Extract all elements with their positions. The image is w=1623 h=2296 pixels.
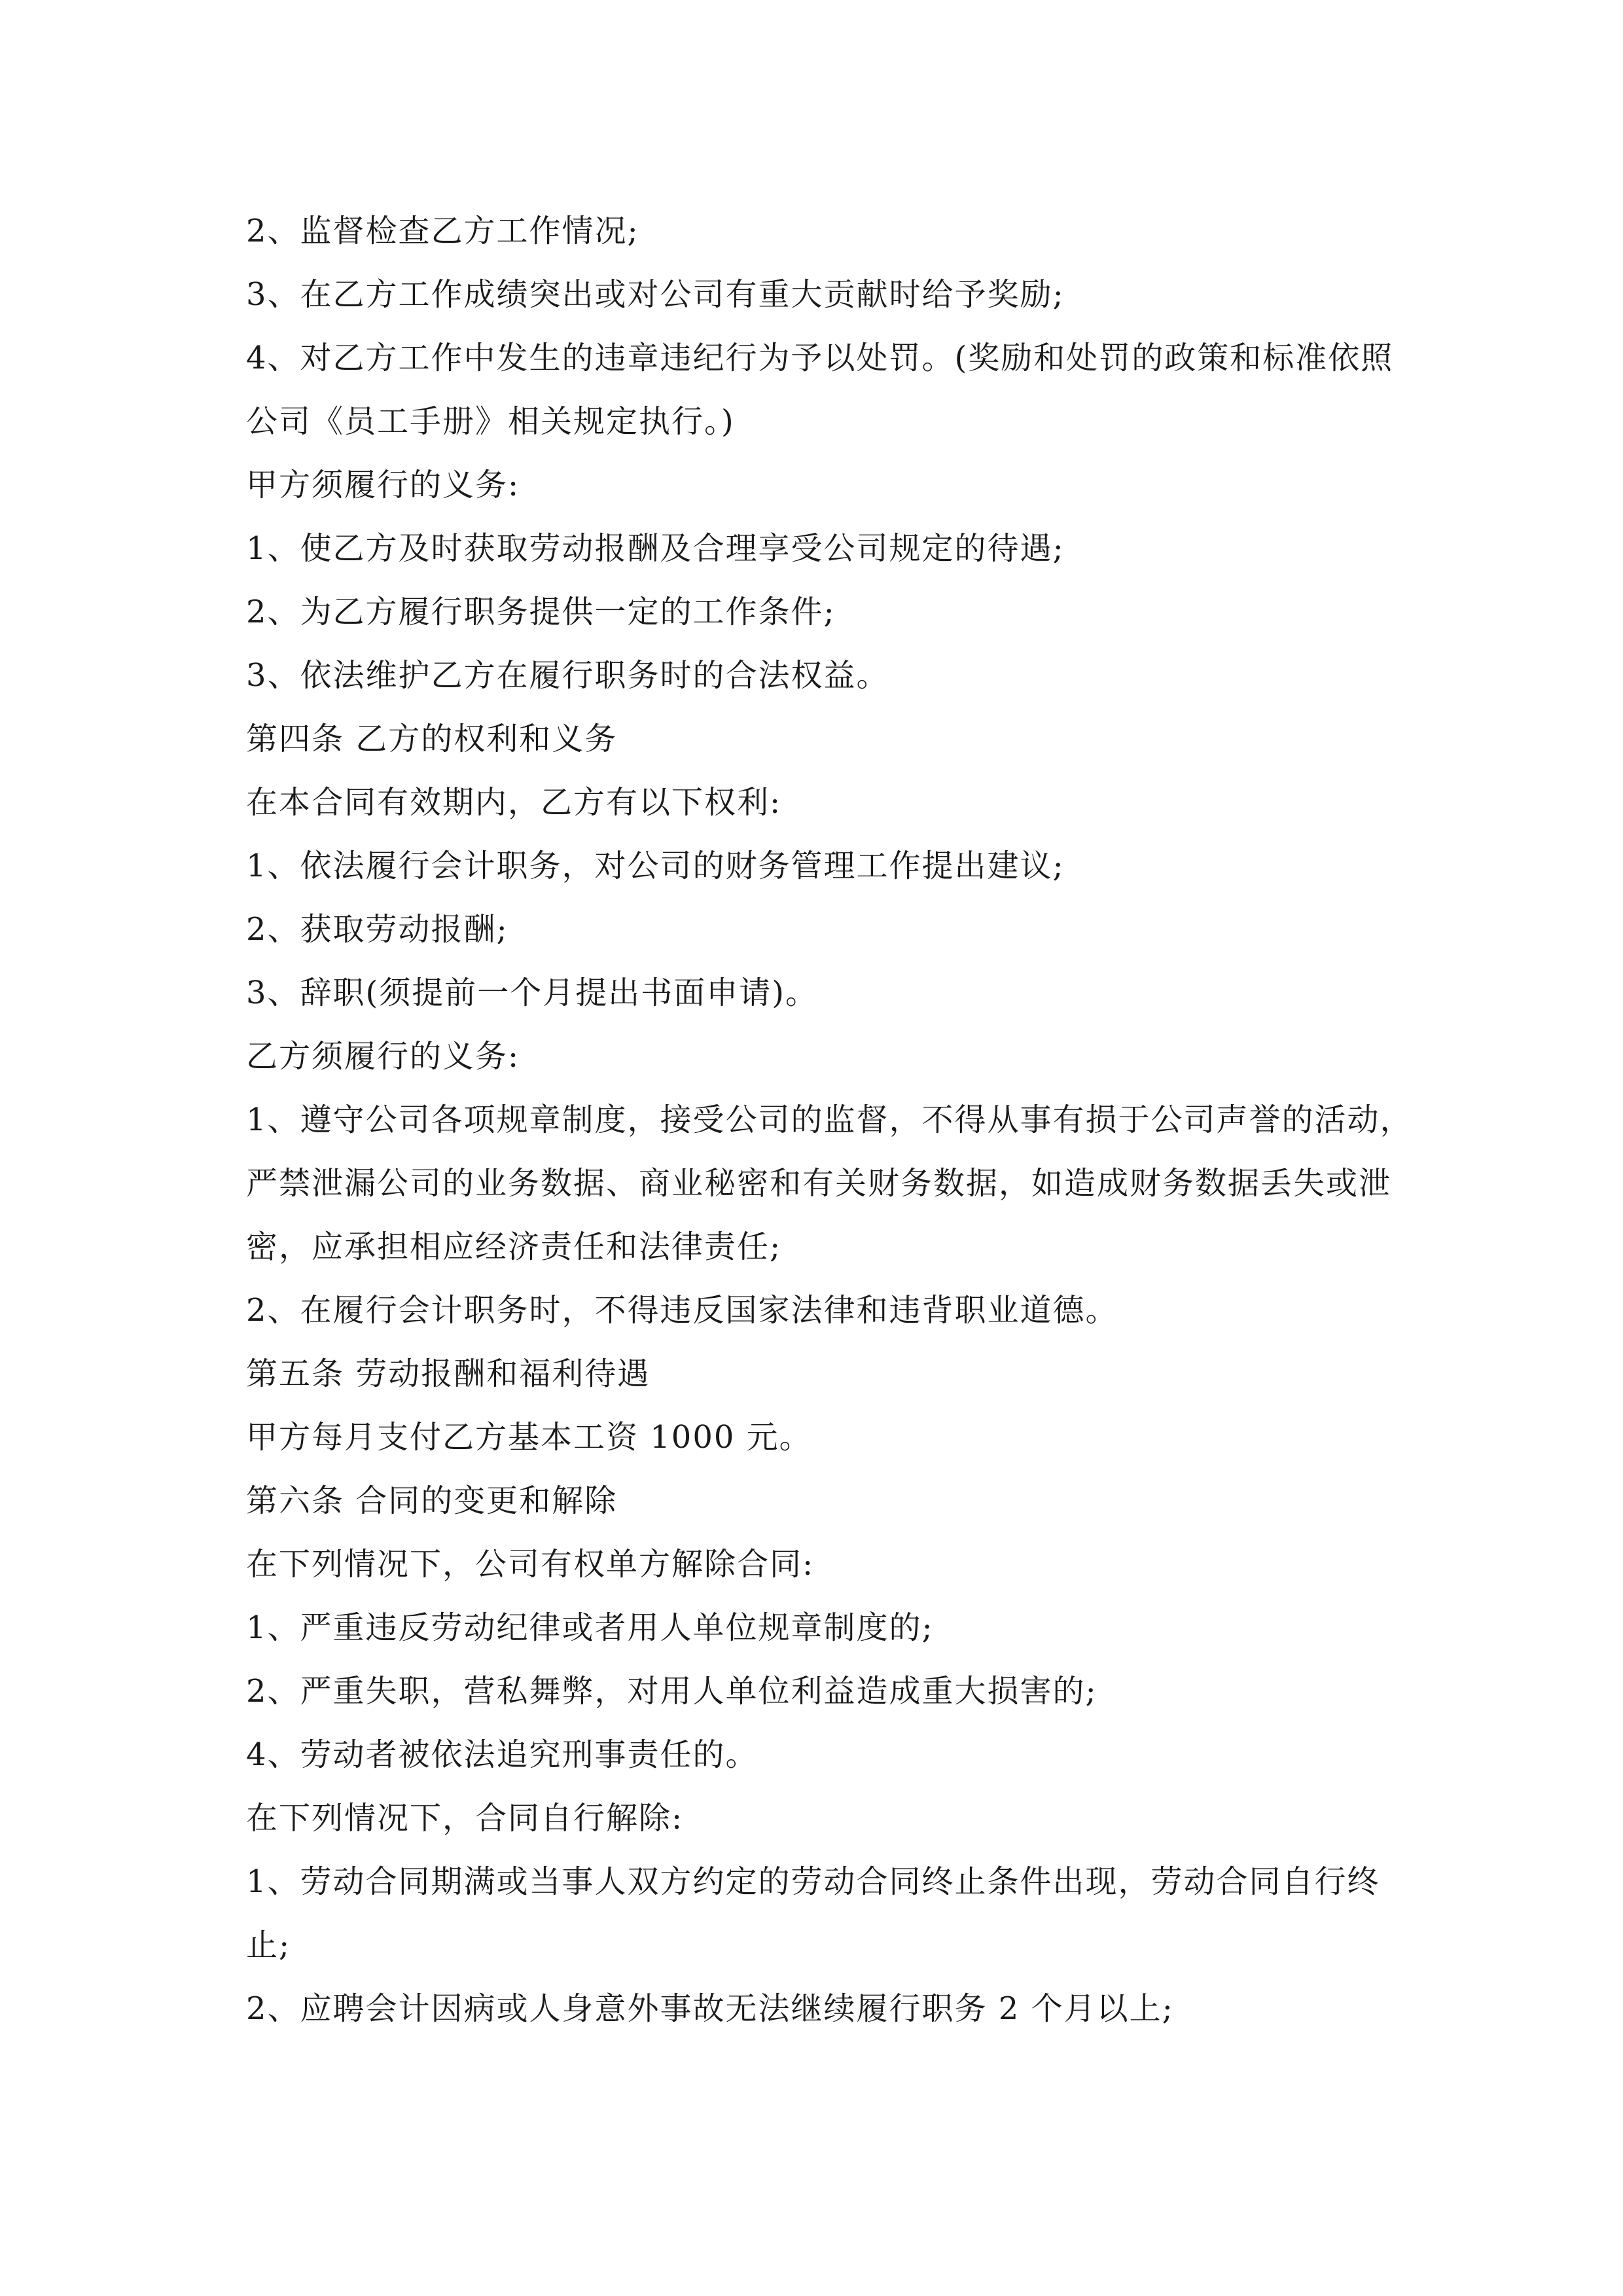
article-heading: 第六条 合同的变更和解除 bbox=[246, 1482, 618, 1519]
article-heading: 第五条 劳动报酬和福利待遇 bbox=[246, 1355, 651, 1392]
text-line: 2、严重失职，营私舞弊，对用人单位利益造成重大损害的; bbox=[246, 1673, 1097, 1710]
text-line: 1、遵守公司各项规章制度，接受公司的监督，不得从事有损于公司声誉的活动， bbox=[246, 1102, 1413, 1138]
section-heading: 甲方须履行的义务: bbox=[246, 467, 520, 503]
text-line: 2、在履行会计职务时，不得违反国家法律和违背职业道德。 bbox=[246, 1292, 1118, 1329]
text-line: 1、依法履行会计职务，对公司的财务管理工作提出建议; bbox=[246, 848, 1065, 884]
text-line: 止; bbox=[246, 1927, 291, 1964]
text-line: 3、依法维护乙方在履行职务时的合法权益。 bbox=[246, 657, 889, 694]
article-heading: 第四条 乙方的权利和义务 bbox=[246, 721, 618, 757]
text-line: 1、使乙方及时获取劳动报酬及合理享受公司规定的待遇; bbox=[246, 530, 1065, 567]
text-line: 3、在乙方工作成绩突出或对公司有重大贡献时给予奖励; bbox=[246, 276, 1065, 313]
text-line: 2、获取劳动报酬; bbox=[246, 911, 508, 948]
text-line: 2、监督检查乙方工作情况; bbox=[246, 213, 639, 249]
section-heading: 乙方须履行的义务: bbox=[246, 1038, 520, 1075]
text-line: 在下列情况下，公司有权单方解除合同: bbox=[246, 1546, 815, 1583]
text-line: 在下列情况下，合同自行解除: bbox=[246, 1800, 684, 1837]
text-line: 1、劳动合同期满或当事人双方约定的劳动合同终止条件出现，劳动合同自行终 bbox=[246, 1863, 1380, 1900]
text-line: 在本合同有效期内，乙方有以下权利: bbox=[246, 784, 782, 821]
text-line: 4、劳动者被依法追究刑事责任的。 bbox=[246, 1736, 758, 1773]
text-line: 密，应承担相应经济责任和法律责任; bbox=[246, 1229, 782, 1265]
text-line: 甲方每月支付乙方基本工资 1000 元。 bbox=[246, 1419, 812, 1456]
text-line: 公司《员工手册》相关规定执行。) bbox=[246, 403, 735, 440]
text-line: 2、为乙方履行职务提供一定的工作条件; bbox=[246, 594, 836, 630]
text-line: 4、对乙方工作中发生的违章违纪行为予以处罚。(奖励和处罚的政策和标准依照 bbox=[246, 340, 1394, 376]
text-line: 1、严重违反劳动纪律或者用人单位规章制度的; bbox=[246, 1609, 934, 1646]
text-line: 2、应聘会计因病或人身意外事故无法继续履行职务 2 个月以上; bbox=[246, 1990, 1174, 2027]
text-line: 3、辞职(须提前一个月提出书面申请)。 bbox=[246, 975, 818, 1011]
text-line: 严禁泄漏公司的业务数据、商业秘密和有关财务数据，如造成财务数据丢失或泄 bbox=[246, 1165, 1392, 1202]
document-body bbox=[246, 200, 1413, 2041]
